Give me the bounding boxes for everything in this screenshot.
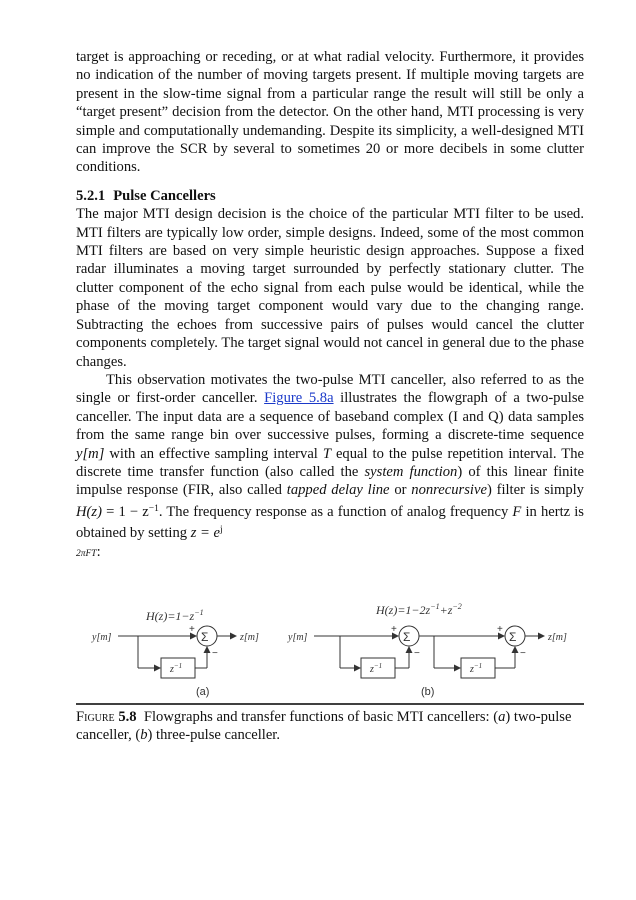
frequency-symbol: F <box>512 503 522 520</box>
paragraph-2: The major MTI design decision is the choice of the particular MTI filter to be used. MTI filters are typically low order, simple designs. Indeed, some of the most common MTI filters are based on very simple heuristic design approaches. Suppose a fixed radar illuminates a moving target surrounded by perfectly stationary clutter. The clutter component of the echo signal from each pulse would be identical, while the phase of the moving target component would vary due to the changing range. Subtracting the echoes from successive pairs of pulses would cancel the clutter components completely. The target signal would not cancel in general due to the phase changes. <box>76 206 584 370</box>
text-run: This observation motivates the two-pulse MTI canceller, also referred to as the single or first-order canceller. <box>76 371 584 407</box>
exponent: −1 <box>148 503 159 514</box>
text-run: . The frequency response as a function of analog frequency <box>158 503 513 520</box>
section-number: 5.2.1 <box>76 187 106 204</box>
paragraph-3 <box>76 371 584 563</box>
section-title: Pulse Cancellers <box>113 187 216 204</box>
text-run: ) filter is simply <box>486 482 584 499</box>
text-run: = 1 − z <box>101 503 149 520</box>
exponent-continued: 2πFT <box>76 548 97 559</box>
flowgraph-b <box>287 602 567 698</box>
input-label-a: y[m] <box>92 632 112 643</box>
caption-label: Figure <box>76 709 115 725</box>
z-substitution: z = e <box>190 525 221 542</box>
text-run: Flowgraphs and transfer functions of basic MTI cancellers: ( <box>143 709 499 725</box>
text-run: ) three-pulse canceller. <box>147 727 281 744</box>
figure-caption <box>76 708 584 745</box>
text-run: or <box>389 482 412 499</box>
text-run: with an effective sampling interval <box>104 445 323 462</box>
plus-a: + <box>189 624 195 635</box>
transfer-function-symbol: H(z) <box>76 503 102 520</box>
text-run: illustrates the flowgraph of a two-pulse canceller. The input data are a sequence of baseband complex (I and Q) data samples from the same range bin over successive pulses, forming a discrete-time sequence <box>76 390 584 444</box>
flowgraph-a <box>91 608 259 698</box>
text-run: equal to the pulse repetition interval. The discrete time transfer function (also called the <box>76 445 584 480</box>
section-heading <box>76 187 584 205</box>
figure-5-8a-link[interactable]: Figure 5.8a <box>264 390 334 407</box>
plus-b2: + <box>497 624 503 635</box>
text-run: a <box>498 709 506 725</box>
minus-a: − <box>212 648 218 659</box>
text-run: b <box>140 727 148 744</box>
text-run: ) of this linear finite impulse response (FIR, also called <box>76 463 585 499</box>
minus-b2: − <box>520 648 526 659</box>
figure-5-8 <box>76 596 584 706</box>
sigma-a: Σ <box>201 630 209 644</box>
interval-symbol: T <box>322 445 331 462</box>
term-tapped-delay-line: tapped delay line <box>286 482 390 499</box>
output-label-b: z[m] <box>548 632 567 643</box>
delay-label-b1: $z^{-1}$ <box>370 662 383 675</box>
page-body <box>76 48 584 563</box>
sequence-symbol: y[m] <box>76 445 105 462</box>
sigma-b2: Σ <box>509 630 517 644</box>
tf-b: $H(z)=1-2z^{-1}+z^{-2}$ <box>376 602 462 617</box>
flowgraph-diagram <box>76 596 584 706</box>
minus-b1: − <box>414 648 420 659</box>
sigma-b1: Σ <box>403 630 411 644</box>
text-run: : <box>96 543 101 560</box>
exponent: j <box>220 525 223 536</box>
delay-label-a: $z^{-1}$ <box>170 662 183 675</box>
input-label-b: y[m] <box>288 632 308 643</box>
plus-b1: + <box>391 624 397 635</box>
label-b: (b) <box>421 686 435 698</box>
caption-number: 5.8 <box>118 709 137 725</box>
text-run: ) two-pulse canceller, ( <box>76 709 572 744</box>
output-label-a: z[m] <box>240 632 259 643</box>
term-system-function: system function <box>364 463 458 480</box>
term-nonrecursive: nonrecursive <box>411 482 487 499</box>
label-a: (a) <box>196 686 210 698</box>
text-run: in hertz is obtained by setting <box>76 503 584 542</box>
tf-a: $H(z)=1-z^{-1}$ <box>146 608 204 623</box>
paragraph-1: target is approaching or receding, or at what radial velocity. Furthermore, it provides no indication of the number of moving targets present. If multiple moving targets are present in the slow-time signal from a particular range the result will still be only a “target present” decision from the detector. On the other hand, MTI processing is very simple and computationally undemanding. Despite its simplicity, a well-designed MTI can improve the SCR by several to sometimes 20 or more decibels in some clutter conditions. <box>76 49 584 176</box>
delay-label-b2: $z^{-1}$ <box>470 662 483 675</box>
